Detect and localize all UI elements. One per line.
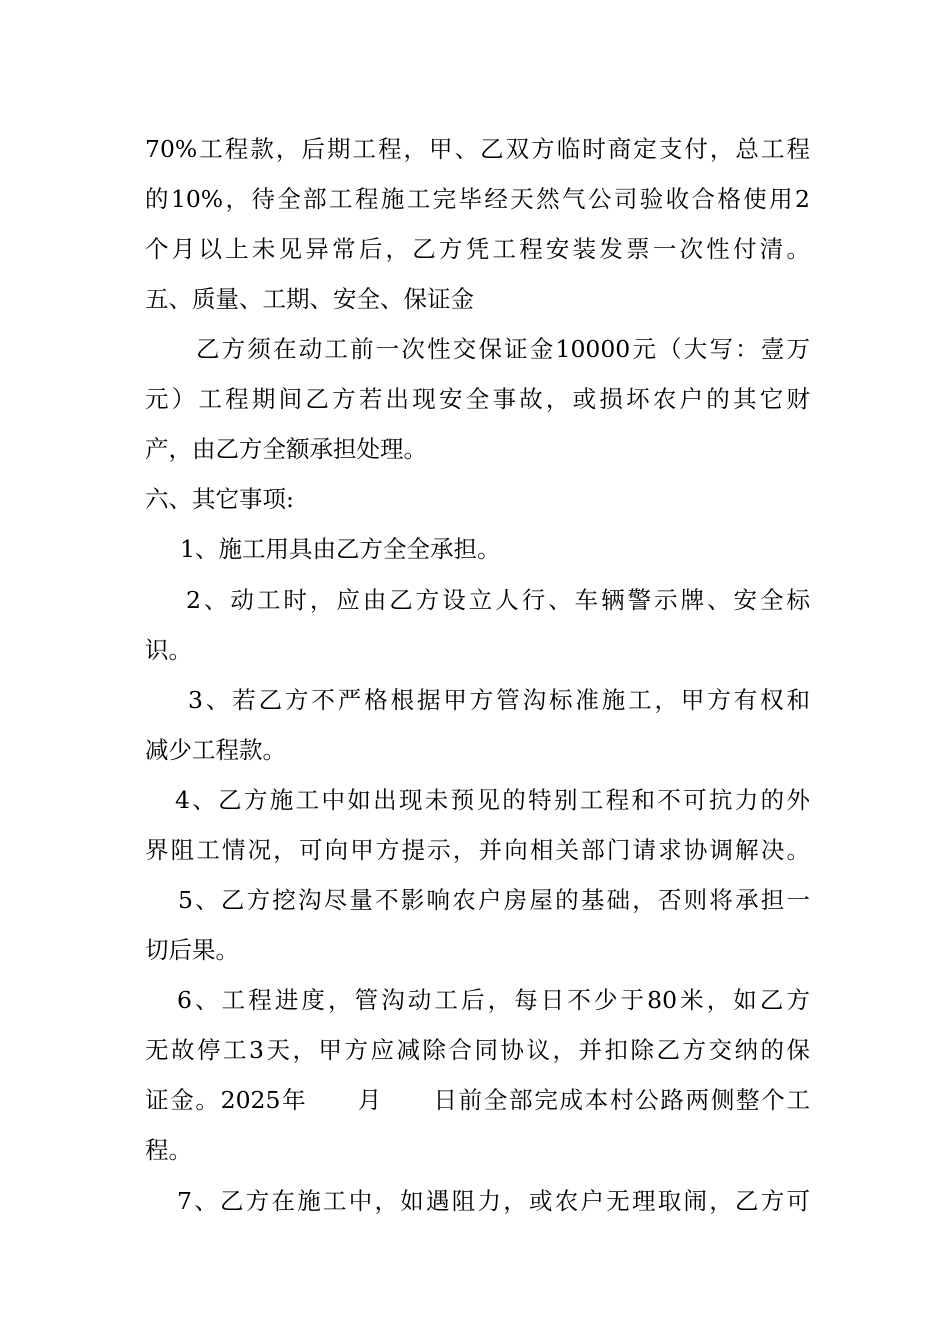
list-item: 3、若乙方不严格根据甲方管沟标准施工，甲方有权和 <box>188 686 810 714</box>
paragraph-line: 的10%，待全部工程施工完毕经天然气公司验收合格使用2 <box>145 185 810 213</box>
paragraph-line: 乙方须在动工前一次性交保证金10000元（大写：壹万 <box>196 335 810 363</box>
paragraph-line: 程。 <box>145 1136 192 1164</box>
paragraph-line: 产，由乙方全额承担处理。 <box>145 435 427 463</box>
list-item: 5、乙方挖沟尽量不影响农户房屋的基础，否则将承担一 <box>178 886 810 914</box>
list-item: 2、动工时，应由乙方设立人行、车辆警示牌、安全标 <box>186 586 810 614</box>
section-heading: 六、其它事项: <box>145 485 294 513</box>
paragraph-line: 无故停工3天，甲方应减除合同协议，并扣除乙方交纳的保 <box>145 1036 810 1064</box>
paragraph-line: 界阻工情况，可向甲方提示，并向相关部门请求协调解决。 <box>145 836 810 864</box>
paragraph-line: 证金。2025年 月 日前全部完成本村公路两侧整个工 <box>145 1086 810 1114</box>
list-item: 4、乙方施工中如出现未预见的特别工程和不可抗力的外 <box>175 786 810 814</box>
paragraph-line: 个月以上未见异常后，乙方凭工程安装发票一次性付清。 <box>145 235 810 263</box>
paragraph-line: 减少工程款。 <box>145 736 286 764</box>
list-item: 6、工程进度，管沟动工后，每日不少于80米，如乙方 <box>177 986 810 1014</box>
paragraph-line: 元）工程期间乙方若出现安全事故，或损坏农户的其它财 <box>145 385 810 413</box>
paragraph-line: 70%工程款，后期工程，甲、乙双方临时商定支付，总工程 <box>145 135 810 163</box>
list-item: 1、施工用具由乙方全全承担。 <box>180 535 501 563</box>
list-item: 7、乙方在施工中，如遇阻力，或农户无理取闹，乙方可 <box>177 1187 810 1215</box>
paragraph-line: 切后果。 <box>145 936 239 964</box>
section-heading: 五、质量、工期、安全、保证金 <box>145 285 474 313</box>
paragraph-line: 识。 <box>145 636 192 664</box>
